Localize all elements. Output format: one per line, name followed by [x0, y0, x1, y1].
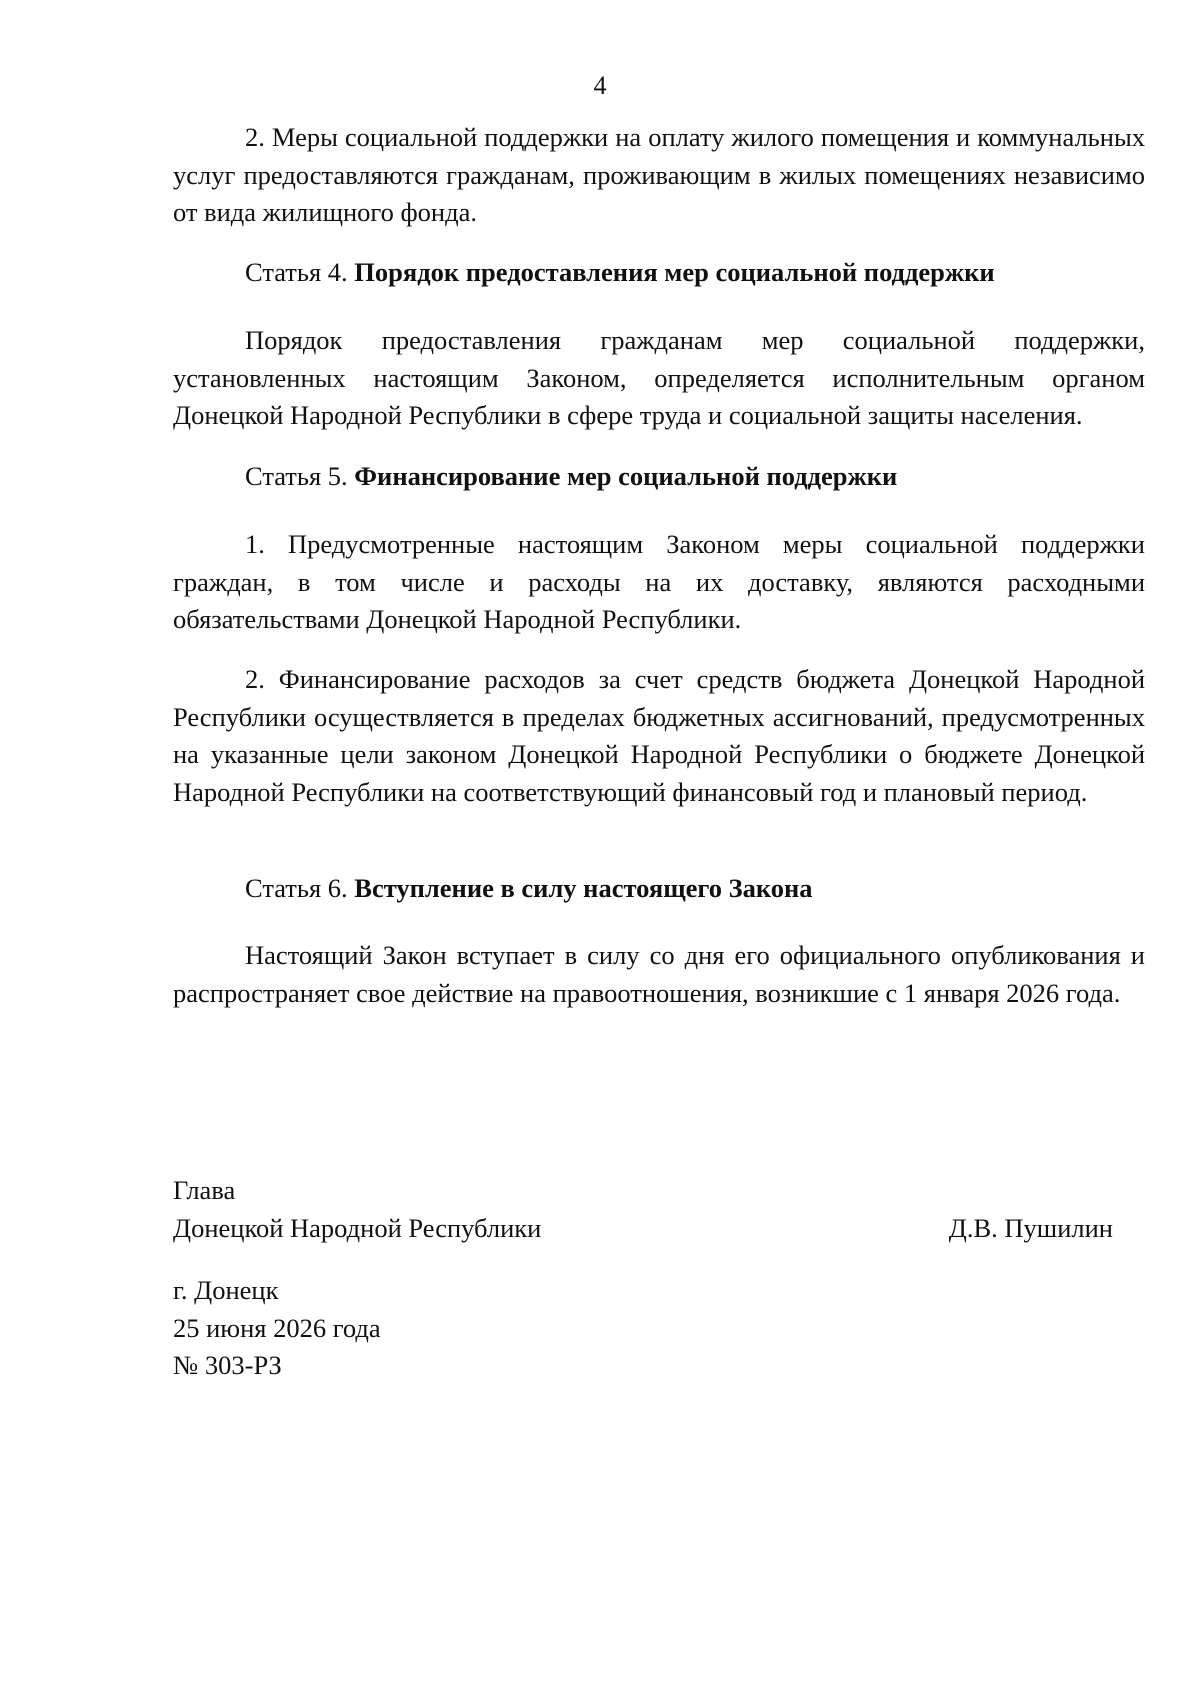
- signature-block: [173, 1172, 1113, 1247]
- article-3-paragraph-2: 2. Меры социальной поддержки на оплату жилого помещения и коммунальных услуг предоставляются гражданам, проживающим в жилых помещениях независимо от вида жилищного фонда.: [173, 122, 1145, 227]
- article-4-title: Порядок предоставления мер социальной поддержки: [354, 257, 995, 287]
- document-footer: [173, 1272, 1113, 1385]
- article-5-paragraph-2-block: [173, 661, 1145, 811]
- article-6-paragraph-1: Настоящий Закон вступает в силу со дня его официального опубликования и распространяет свое действие на правоотношения, возникшие с 1 января 2026 года.: [173, 940, 1145, 1008]
- article-5-paragraph-1-block: [173, 526, 1145, 639]
- footer-date: 25 июня 2026 года: [173, 1312, 381, 1343]
- article-6-heading: [173, 870, 1145, 908]
- article-6-heading-block: [173, 870, 1145, 908]
- article-4-paragraph-1: Порядок предоставления гражданам мер социальной поддержки, установленных настоящим Законом, определяется исполнительным органом Донецкой Народной Республики в сфере труда и социальной защиты населения.: [173, 325, 1145, 430]
- article-4-heading: [173, 254, 1145, 292]
- signatory-position-line-1: Глава: [173, 1175, 236, 1205]
- article-5-paragraph-2: 2. Финансирование расходов за счет средств бюджета Донецкой Народной Республики осуществляется в пределах бюджетных ассигнований, предусмотренных на указанные цели законом Донецкой Народной Республики о бюджете Донецкой Народной Республики на соответствующий финансовый год и плановый период.: [173, 664, 1145, 807]
- signatory-position-line-2: Донецкой Народной Республики: [173, 1212, 542, 1243]
- article-4-paragraph-block: [173, 322, 1145, 435]
- article-4-heading-block: [173, 254, 1145, 292]
- article-5-title: Финансирование мер социальной поддержки: [354, 461, 898, 491]
- article-5-heading-block: [173, 458, 1145, 496]
- footer-law-number: № 303-РЗ: [173, 1350, 282, 1380]
- signatory-name: Д.В. Пушилин: [948, 1212, 1113, 1243]
- footer-city: г. Донецк: [173, 1275, 279, 1305]
- article-6-title: Вступление в силу настоящего Закона: [354, 873, 813, 903]
- article-6-paragraph-block: [173, 937, 1145, 1012]
- article-5-prefix: Статья 5.: [245, 461, 348, 491]
- article-5-heading: [173, 458, 1145, 496]
- article-5-paragraph-1: 1. Предусмотренные настоящим Законом меры социальной поддержки граждан, в том числе и расходы на их доставку, являются расходными обязательствами Донецкой Народной Республики.: [173, 529, 1145, 634]
- signatory-row: [173, 1210, 1113, 1248]
- page-number: 4: [593, 71, 607, 100]
- article-6-prefix: Статья 6.: [245, 873, 348, 903]
- article-3-paragraph-2-block: [173, 119, 1145, 232]
- article-4-prefix: Статья 4.: [245, 257, 348, 287]
